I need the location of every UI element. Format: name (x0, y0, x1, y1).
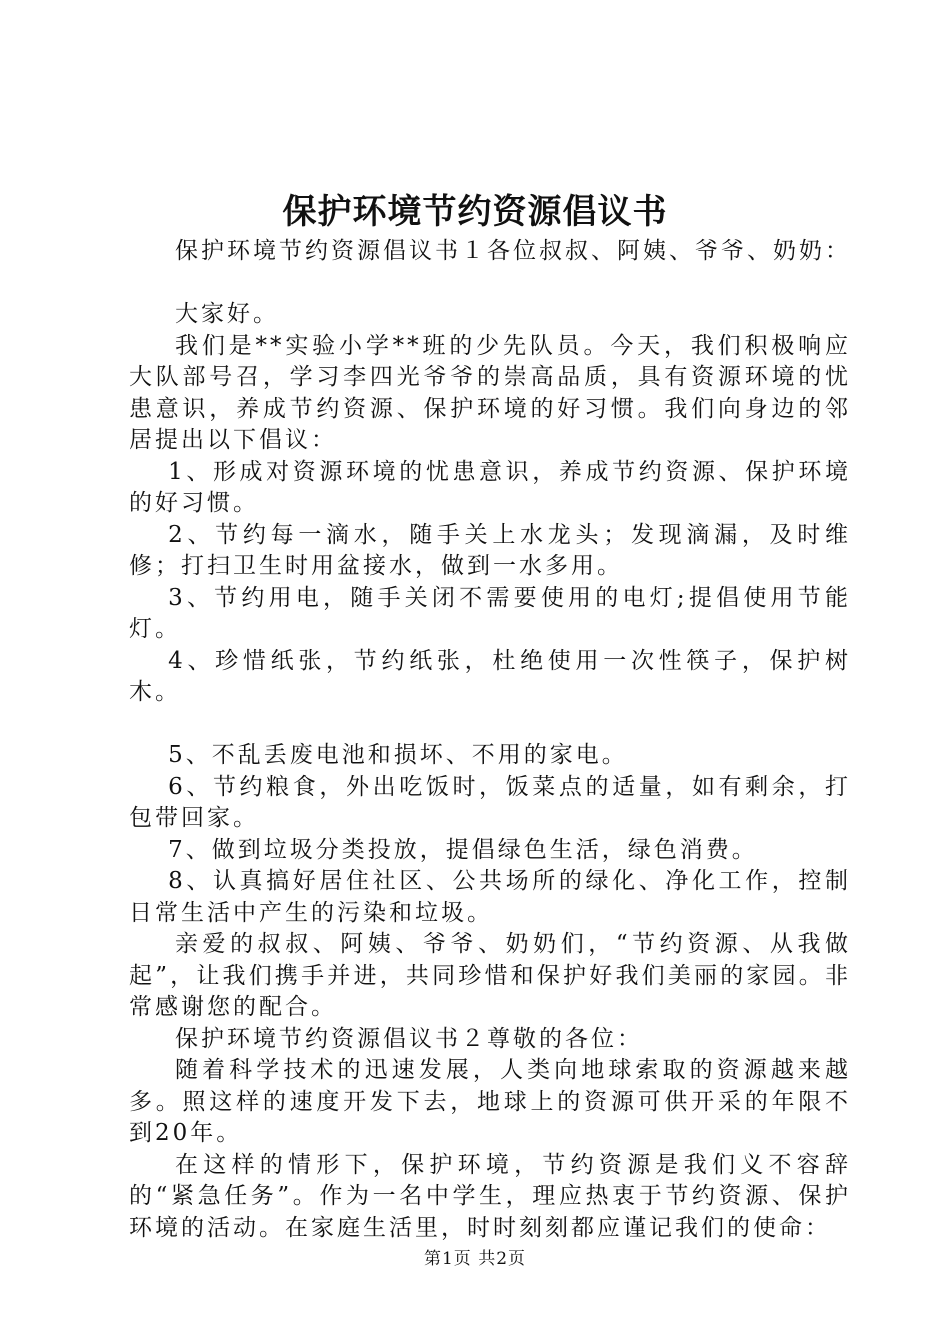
list-item-7: 7、做到垃圾分类投放，提倡绿色生活，绿色消费。 (168, 836, 758, 863)
paragraph-intro: 我们是**实验小学**班的少先队员。今天，我们积极响应大队部号召，学习李四光爷爷的崇高品质，具有资源环境的忧患意识，养成节约资源、保护环境的好习惯。我们向身边的邻居提出以下倡议： (129, 332, 851, 453)
list-item-3: 3、节约用电，随手关闭不需要使用的电灯;提倡使用节能灯。 (129, 584, 851, 642)
list-item-8: 8、认真搞好居住社区、公共场所的绿化、净化工作，控制日常生活中产生的污染和垃圾。 (129, 868, 851, 926)
list-item-1: 1、形成对资源环境的忧患意识，养成节约资源、保护环境的好习惯。 (129, 458, 851, 516)
page-footer: 第1页 共2页 (423, 1249, 527, 1269)
list-item-4: 4、珍惜纸张，节约纸张，杜绝使用一次性筷子，保护树木。 (129, 647, 851, 705)
paragraph-task: 在这样的情形下，保护环境，节约资源是我们义不容辞的“紧急任务”。作为一名中学生，理应热衷于节约资源、保护环境的活动。在家庭生活里，时时刻刻都应谨记我们的使命： (129, 1151, 851, 1241)
paragraph-closing: 亲爱的叔叔、阿姨、爷爷、奶奶们，“节约资源、从我做起”，让我们携手并进，共同珍惜和保护好我们美丽的家园。非常感谢您的配合。 (129, 931, 851, 1020)
paragraph-hello: 大家好。 (175, 301, 279, 327)
document-body (129, 236, 851, 1244)
paragraph-science: 随着科学技术的迅速发展，人类向地球索取的资源越来越多。照这样的速度开发下去，地球上的资源可供开采的年限不到20年。 (129, 1057, 851, 1146)
list-item-6: 6、节约粮食，外出吃饭时，饭菜点的适量，如有剩余，打包带回家。 (129, 773, 851, 831)
paragraph-second-heading: 保护环境节约资源倡议书２尊敬的各位： (175, 1025, 643, 1052)
list-item-5: 5、不乱丢废电池和损坏、不用的家电。 (168, 742, 628, 768)
paragraph-greeting: 保护环境节约资源倡议书１各位叔叔、阿姨、爷爷、奶奶： (175, 238, 851, 264)
document-title: 保护环境节约资源倡议书 (282, 192, 668, 232)
list-item-2: 2、节约每一滴水，随手关上水龙头；发现滴漏，及时维修；打扫卫生时用盆接水，做到一水多用。 (129, 521, 851, 579)
